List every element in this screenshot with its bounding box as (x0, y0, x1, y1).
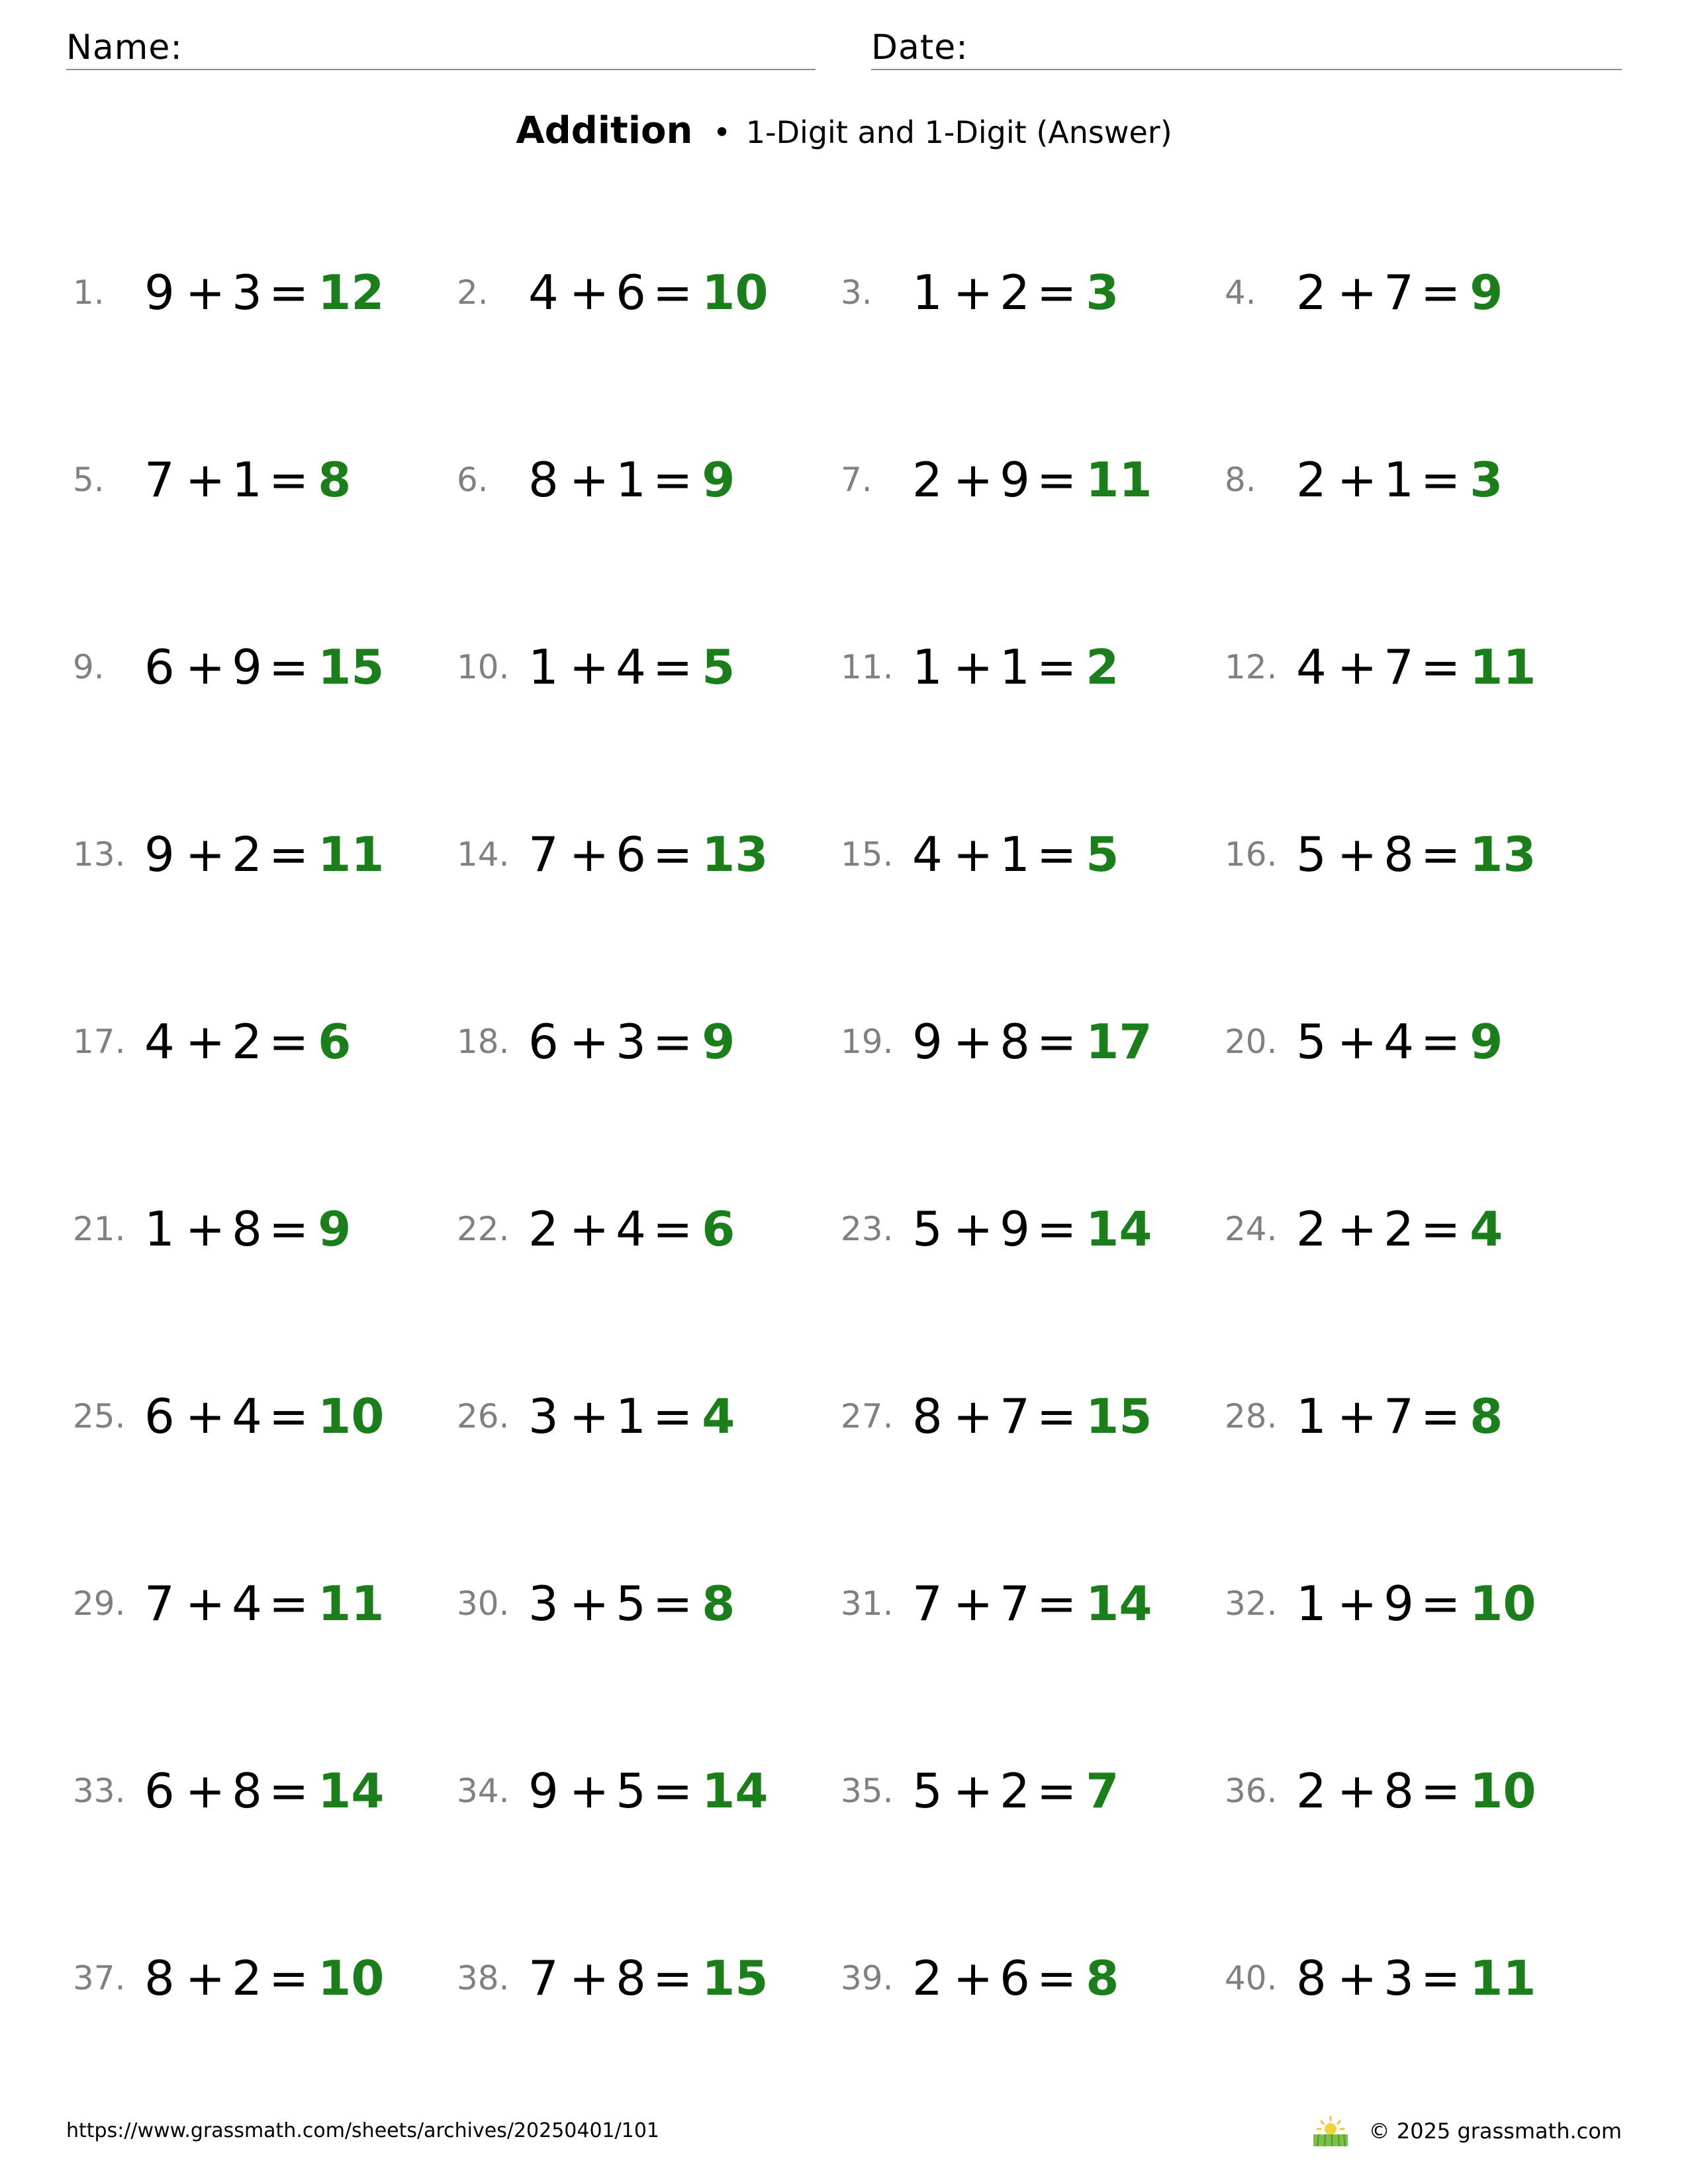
plus-operator: + (953, 1950, 994, 2006)
operand-b: 7 (1383, 639, 1414, 695)
answer-value: 11 (1086, 452, 1152, 508)
answer-value: 10 (1470, 1576, 1536, 1631)
operand-a: 5 (912, 1201, 943, 1257)
problem-number: 27. (841, 1397, 894, 1435)
equals-sign: = (652, 1950, 693, 2006)
plus-operator: + (185, 265, 226, 320)
equals-sign: = (1420, 827, 1461, 882)
answer-value: 10 (702, 265, 769, 320)
problem-number: 7. (841, 461, 872, 499)
problem-expression (144, 253, 384, 332)
answer-value: 10 (318, 1388, 385, 1444)
equals-sign: = (1420, 265, 1461, 320)
operand-b: 2 (1000, 265, 1030, 320)
equals-sign: = (652, 827, 693, 882)
operand-a: 8 (912, 1388, 943, 1444)
plus-operator: + (569, 827, 610, 882)
operand-b: 4 (232, 1576, 262, 1631)
equals-sign: = (652, 265, 693, 320)
plus-operator: + (185, 1014, 226, 1069)
operand-b: 1 (1000, 827, 1030, 882)
problem-expression (144, 1564, 384, 1643)
worksheet-title (0, 105, 1688, 159)
problem-expression (528, 440, 735, 520)
operand-b: 3 (616, 1014, 646, 1069)
operand-a: 1 (912, 639, 943, 695)
problem-expression (912, 253, 1119, 332)
problem-number: 15. (841, 835, 894, 874)
problem-expression (528, 1751, 768, 1831)
operand-a: 2 (528, 1201, 559, 1257)
title-subtitle: 1-Digit and 1-Digit (Answer) (745, 114, 1172, 150)
answer-value: 5 (1086, 827, 1119, 882)
operand-a: 1 (528, 639, 559, 695)
equals-sign: = (652, 1576, 693, 1631)
operand-a: 2 (1296, 1201, 1327, 1257)
equals-sign: = (1036, 1388, 1077, 1444)
problem-expression (144, 1938, 384, 2018)
operand-a: 5 (1296, 1014, 1327, 1069)
equals-sign: = (1036, 265, 1077, 320)
operand-a: 5 (1296, 827, 1327, 882)
operand-a: 2 (1296, 1763, 1327, 1819)
answer-value: 9 (1470, 1014, 1503, 1069)
footer-url[interactable]: https://www.grassmath.com/sheets/archives/20250401/101 (66, 2119, 660, 2142)
operand-b: 5 (616, 1576, 646, 1631)
equals-sign: = (268, 1201, 309, 1257)
operand-a: 1 (1296, 1388, 1327, 1444)
grass-sun-logo-icon (1309, 2115, 1352, 2148)
operand-b: 6 (1000, 1950, 1030, 2006)
plus-operator: + (185, 1763, 226, 1819)
answer-value: 11 (1470, 639, 1536, 695)
answer-value: 8 (1470, 1388, 1503, 1444)
answer-value: 9 (702, 452, 735, 508)
operand-a: 8 (528, 452, 559, 508)
operand-b: 8 (232, 1201, 262, 1257)
operand-a: 2 (912, 1950, 943, 2006)
problem-expression (912, 1189, 1152, 1269)
operand-a: 3 (528, 1576, 559, 1631)
equals-sign: = (268, 827, 309, 882)
problem-expression (144, 1377, 384, 1456)
problem-expression (912, 627, 1119, 707)
plus-operator: + (569, 265, 610, 320)
operand-a: 7 (144, 1576, 175, 1631)
problem-expression (912, 1564, 1152, 1643)
operand-b: 1 (616, 452, 646, 508)
answer-value: 12 (318, 265, 385, 320)
equals-sign: = (268, 1576, 309, 1631)
problem-number: 20. (1225, 1023, 1278, 1061)
operand-b: 8 (616, 1950, 646, 2006)
problem-number: 16. (1225, 835, 1278, 874)
plus-operator: + (1336, 1201, 1378, 1257)
problem-expression (528, 1002, 735, 1081)
problem-expression (912, 1377, 1152, 1456)
problem-number: 3. (841, 273, 872, 312)
operand-b: 1 (1000, 639, 1030, 695)
answer-value: 13 (702, 827, 769, 882)
answer-value: 9 (702, 1014, 735, 1069)
answer-value: 6 (318, 1014, 352, 1069)
problem-number: 23. (841, 1210, 894, 1248)
equals-sign: = (268, 1763, 309, 1819)
plus-operator: + (953, 1763, 994, 1819)
answer-value: 8 (702, 1576, 735, 1631)
operand-a: 7 (144, 452, 175, 508)
answer-value: 3 (1470, 452, 1503, 508)
problem-expression (144, 1751, 384, 1831)
operand-a: 9 (144, 265, 175, 320)
operand-a: 6 (144, 639, 175, 695)
problem-expression (912, 1002, 1152, 1081)
plus-operator: + (185, 639, 226, 695)
operand-b: 1 (616, 1388, 646, 1444)
operand-a: 1 (912, 265, 943, 320)
operand-a: 7 (528, 1950, 559, 2006)
equals-sign: = (1036, 1950, 1077, 2006)
operand-a: 2 (1296, 265, 1327, 320)
operand-b: 9 (1383, 1576, 1414, 1631)
date-label: Date: (871, 28, 968, 68)
operand-a: 4 (1296, 639, 1327, 695)
problem-expression (528, 253, 768, 332)
equals-sign: = (1420, 1763, 1461, 1819)
equals-sign: = (652, 452, 693, 508)
title-bullet: • (712, 114, 731, 150)
operand-b: 1 (232, 452, 262, 508)
problem-expression (528, 627, 735, 707)
problem-expression (144, 815, 384, 894)
operand-b: 8 (1383, 1763, 1414, 1819)
operand-b: 6 (616, 265, 646, 320)
answer-value: 9 (1470, 265, 1503, 320)
equals-sign: = (268, 1950, 309, 2006)
plus-operator: + (569, 1201, 610, 1257)
problem-number: 12. (1225, 648, 1278, 686)
equals-sign: = (652, 1201, 693, 1257)
date-field[interactable] (871, 26, 1622, 70)
answer-value: 10 (1470, 1763, 1536, 1819)
title-main: Addition (516, 109, 693, 152)
plus-operator: + (1336, 1014, 1378, 1069)
equals-sign: = (1036, 1576, 1077, 1631)
operand-a: 6 (528, 1014, 559, 1069)
problem-expression (528, 1189, 735, 1269)
equals-sign: = (1420, 1388, 1461, 1444)
problem-number: 26. (457, 1397, 510, 1435)
problem-expression (144, 1002, 351, 1081)
operand-a: 8 (1296, 1950, 1327, 2006)
problem-expression (1296, 1938, 1536, 2018)
problem-expression (912, 1938, 1119, 2018)
problem-number: 24. (1225, 1210, 1278, 1248)
operand-b: 9 (1000, 1201, 1030, 1257)
operand-a: 6 (144, 1388, 175, 1444)
operand-a: 9 (912, 1014, 943, 1069)
problem-expression (1296, 1751, 1536, 1831)
answer-value: 11 (318, 1576, 385, 1631)
equals-sign: = (1036, 827, 1077, 882)
operand-a: 4 (912, 827, 943, 882)
equals-sign: = (1420, 1950, 1461, 2006)
plus-operator: + (1336, 1576, 1378, 1631)
plus-operator: + (569, 1763, 610, 1819)
plus-operator: + (953, 1014, 994, 1069)
problem-expression (528, 1938, 768, 2018)
problem-expression (528, 815, 768, 894)
answer-value: 5 (702, 639, 735, 695)
problem-expression (1296, 440, 1503, 520)
operand-a: 2 (1296, 452, 1327, 508)
plus-operator: + (569, 1950, 610, 2006)
equals-sign: = (268, 265, 309, 320)
answer-value: 14 (702, 1763, 769, 1819)
problem-expression (144, 440, 351, 520)
plus-operator: + (569, 452, 610, 508)
problem-number: 28. (1225, 1397, 1278, 1435)
problem-expression (144, 1189, 351, 1269)
problem-number: 40. (1225, 1959, 1278, 1997)
answer-value: 13 (1470, 827, 1536, 882)
operand-b: 7 (1383, 265, 1414, 320)
problem-number: 18. (457, 1023, 510, 1061)
plus-operator: + (1336, 1388, 1378, 1444)
operand-a: 1 (144, 1201, 175, 1257)
problem-expression (1296, 627, 1536, 707)
problem-number: 39. (841, 1959, 894, 1997)
answer-value: 14 (318, 1763, 385, 1819)
answer-value: 3 (1086, 265, 1119, 320)
operand-a: 7 (912, 1576, 943, 1631)
equals-sign: = (1036, 1014, 1077, 1069)
answer-value: 7 (1086, 1763, 1119, 1819)
problem-expression (912, 1751, 1119, 1831)
equals-sign: = (1036, 1201, 1077, 1257)
problem-number: 10. (457, 648, 510, 686)
operand-a: 4 (528, 265, 559, 320)
plus-operator: + (569, 1014, 610, 1069)
operand-b: 2 (1383, 1201, 1414, 1257)
operand-b: 7 (1000, 1388, 1030, 1444)
equals-sign: = (1420, 1576, 1461, 1631)
answer-value: 10 (318, 1950, 385, 2006)
operand-b: 3 (1383, 1950, 1414, 2006)
plus-operator: + (185, 1201, 226, 1257)
answer-value: 17 (1086, 1014, 1152, 1069)
equals-sign: = (1036, 639, 1077, 695)
plus-operator: + (953, 639, 994, 695)
problem-number: 29. (73, 1584, 126, 1623)
plus-operator: + (953, 1576, 994, 1631)
plus-operator: + (1336, 1763, 1378, 1819)
plus-operator: + (185, 1950, 226, 2006)
equals-sign: = (1420, 639, 1461, 695)
problem-expression (1296, 1002, 1503, 1081)
problem-number: 32. (1225, 1584, 1278, 1623)
problem-number: 4. (1225, 273, 1256, 312)
plus-operator: + (1336, 452, 1378, 508)
problem-number: 1. (73, 273, 105, 312)
plus-operator: + (953, 265, 994, 320)
answer-value: 11 (1470, 1950, 1536, 2006)
operand-b: 9 (1000, 452, 1030, 508)
problem-expression (912, 440, 1152, 520)
plus-operator: + (185, 1576, 226, 1631)
problem-expression (144, 627, 384, 707)
answer-value: 14 (1086, 1201, 1152, 1257)
operand-b: 4 (1383, 1014, 1414, 1069)
problem-number: 19. (841, 1023, 894, 1061)
plus-operator: + (1336, 265, 1378, 320)
operand-b: 6 (616, 827, 646, 882)
equals-sign: = (1420, 1014, 1461, 1069)
problem-number: 34. (457, 1772, 510, 1810)
answer-value: 8 (1086, 1950, 1119, 2006)
operand-a: 3 (528, 1388, 559, 1444)
equals-sign: = (652, 1388, 693, 1444)
answer-value: 4 (702, 1388, 735, 1444)
operand-b: 8 (232, 1763, 262, 1819)
operand-a: 4 (144, 1014, 175, 1069)
plus-operator: + (953, 1388, 994, 1444)
problem-expression (1296, 1377, 1503, 1456)
equals-sign: = (268, 1388, 309, 1444)
problem-number: 9. (73, 648, 105, 686)
plus-operator: + (1336, 639, 1378, 695)
problem-number: 38. (457, 1959, 510, 1997)
plus-operator: + (1336, 1950, 1378, 2006)
problem-expression (912, 815, 1119, 894)
problem-number: 33. (73, 1772, 126, 1810)
plus-operator: + (185, 452, 226, 508)
problem-expression (528, 1564, 735, 1643)
operand-b: 3 (232, 265, 262, 320)
operand-b: 2 (1000, 1763, 1030, 1819)
problem-expression (1296, 1564, 1536, 1643)
operand-b: 8 (1000, 1014, 1030, 1069)
operand-a: 9 (144, 827, 175, 882)
operand-b: 9 (232, 639, 262, 695)
problem-number: 2. (457, 273, 489, 312)
equals-sign: = (268, 452, 309, 508)
equals-sign: = (268, 1014, 309, 1069)
answer-value: 15 (702, 1950, 769, 2006)
operand-b: 2 (232, 1014, 262, 1069)
equals-sign: = (652, 639, 693, 695)
problem-number: 36. (1225, 1772, 1278, 1810)
problem-number: 31. (841, 1584, 894, 1623)
problem-expression (1296, 253, 1503, 332)
problem-number: 37. (73, 1959, 126, 1997)
equals-sign: = (1420, 1201, 1461, 1257)
answer-value: 8 (318, 452, 352, 508)
problem-number: 6. (457, 461, 489, 499)
plus-operator: + (953, 1201, 994, 1257)
equals-sign: = (1036, 452, 1077, 508)
equals-sign: = (1420, 452, 1461, 508)
answer-value: 11 (318, 827, 385, 882)
problem-expression (528, 1377, 735, 1456)
problem-number: 13. (73, 835, 126, 874)
problem-number: 30. (457, 1584, 510, 1623)
problem-number: 5. (73, 461, 105, 499)
operand-b: 2 (232, 1950, 262, 2006)
operand-b: 7 (1000, 1576, 1030, 1631)
operand-a: 5 (912, 1763, 943, 1819)
answer-value: 15 (1086, 1388, 1152, 1444)
plus-operator: + (1336, 827, 1378, 882)
plus-operator: + (185, 1388, 226, 1444)
problem-number: 21. (73, 1210, 126, 1248)
operand-b: 1 (1383, 452, 1414, 508)
operand-b: 8 (1383, 827, 1414, 882)
operand-b: 4 (616, 1201, 646, 1257)
footer-branding (1309, 2110, 1622, 2152)
operand-a: 6 (144, 1763, 175, 1819)
equals-sign: = (1036, 1763, 1077, 1819)
name-label: Name: (66, 28, 183, 68)
plus-operator: + (185, 827, 226, 882)
operand-a: 8 (144, 1950, 175, 2006)
problem-number: 17. (73, 1023, 126, 1061)
problem-number: 22. (457, 1210, 510, 1248)
footer-copyright: © 2025 grassmath.com (1368, 2118, 1622, 2144)
answer-value: 15 (318, 639, 385, 695)
operand-a: 7 (528, 827, 559, 882)
operand-a: 9 (528, 1763, 559, 1819)
answer-value: 4 (1470, 1201, 1503, 1257)
equals-sign: = (652, 1014, 693, 1069)
problem-number: 11. (841, 648, 894, 686)
plus-operator: + (953, 827, 994, 882)
plus-operator: + (953, 452, 994, 508)
problem-number: 14. (457, 835, 510, 874)
operand-b: 5 (616, 1763, 646, 1819)
problem-expression (1296, 1189, 1503, 1269)
problem-number: 8. (1225, 461, 1256, 499)
plus-operator: + (569, 639, 610, 695)
problem-number: 25. (73, 1397, 126, 1435)
operand-b: 4 (616, 639, 646, 695)
operand-b: 4 (232, 1388, 262, 1444)
operand-a: 1 (1296, 1576, 1327, 1631)
operand-b: 2 (232, 827, 262, 882)
answer-value: 9 (318, 1201, 352, 1257)
operand-b: 7 (1383, 1388, 1414, 1444)
equals-sign: = (268, 639, 309, 695)
problem-expression (1296, 815, 1536, 894)
answer-value: 2 (1086, 639, 1119, 695)
answer-value: 6 (702, 1201, 735, 1257)
name-field[interactable] (66, 26, 816, 70)
problem-number: 35. (841, 1772, 894, 1810)
plus-operator: + (569, 1388, 610, 1444)
plus-operator: + (569, 1576, 610, 1631)
equals-sign: = (652, 1763, 693, 1819)
answer-value: 14 (1086, 1576, 1152, 1631)
operand-a: 2 (912, 452, 943, 508)
